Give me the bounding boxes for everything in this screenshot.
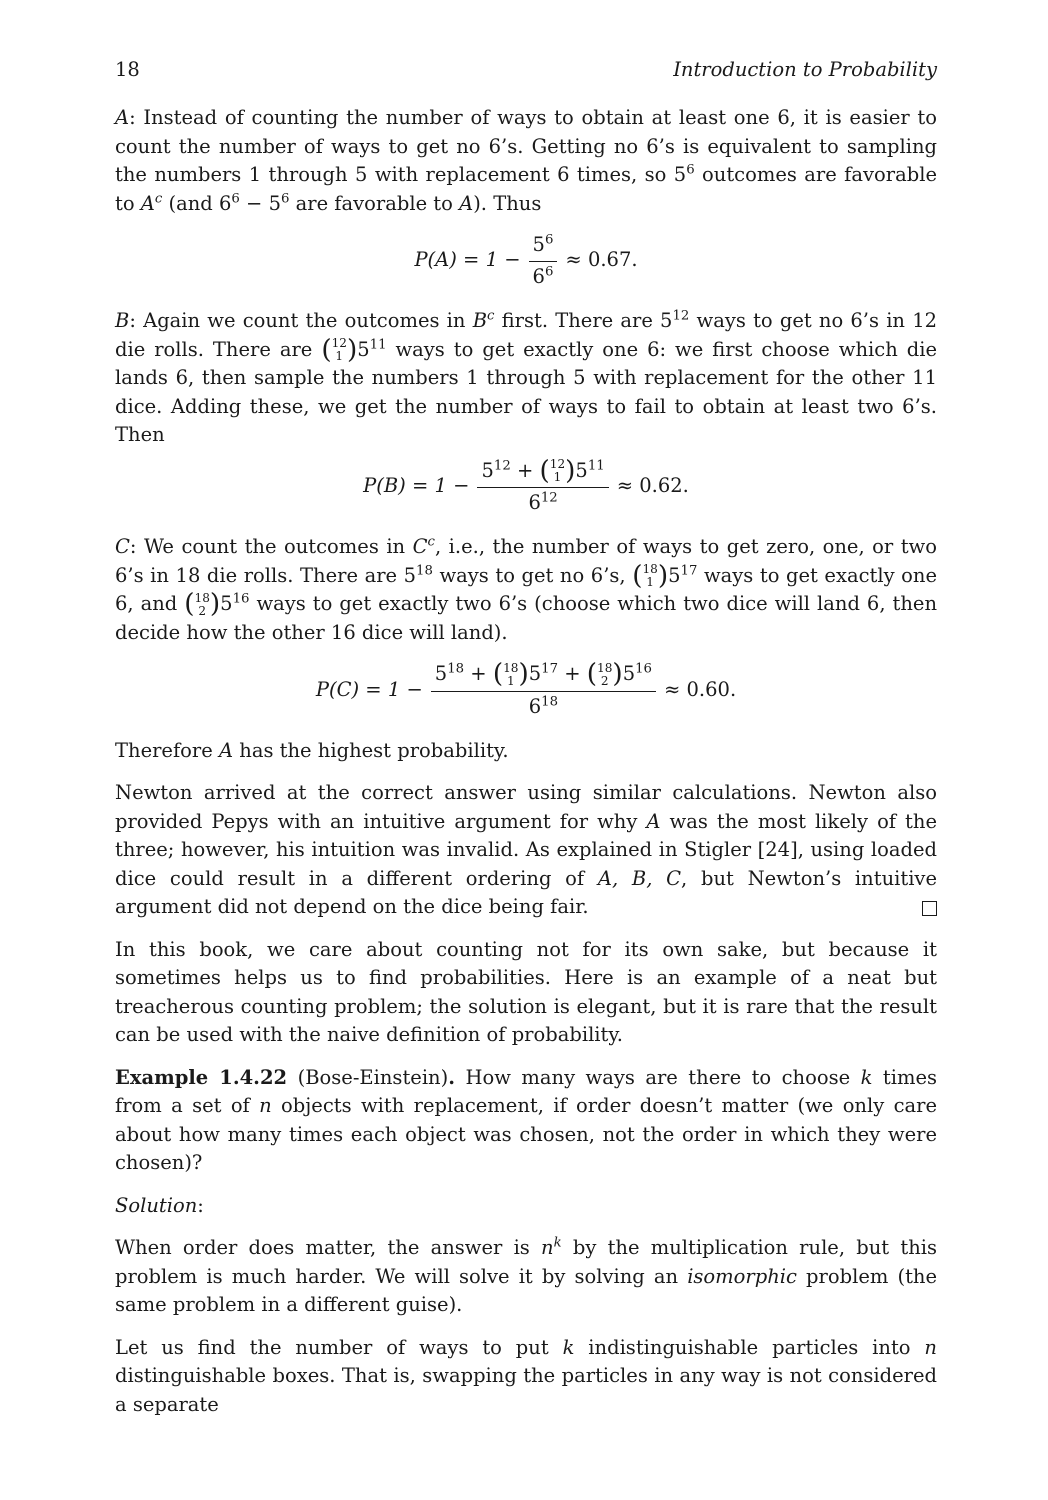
- binomial-coefficient: ( 18 1 ): [632, 560, 669, 591]
- conclusion-paragraph: Therefore A has the highest probability.: [115, 738, 509, 762]
- binomial-coefficient: ( 18 2 ): [184, 589, 221, 620]
- fraction: $5^{12}$ + ( 12 1 ) $5^{11}$ $6^{12}$: [477, 458, 608, 516]
- particles-paragraph: Let us find the number of ways to put k indistinguishable particles into n distinguishable boxes. That is, swapping the particles in any way is not considered a separate: [115, 1335, 937, 1416]
- part-b-paragraph: B: Again we count the outcomes in $B^c$ first. There are $5^{12}$ ways to get no 6’s in 12 die rolls. There are ( 12 1 ) $5^{11}$ ways to get exactly one 6: we first choose which die lands 6, then sample the numbers 1 through 5 with replacement for the other 11 dice. Adding these, we get the number of ways to fail to obtain at least two 6’s. Then: [115, 308, 938, 446]
- solution-label: Solution:: [115, 1193, 204, 1217]
- part-a-paragraph: A: Instead of counting the number of ways to obtain at least one 6, it is easier to count the number of ways to get no 6’s. Getting no 6’s is equivalent to sampling the numbers 1 through 5 with replacement 6 times, so $5^6$ outcomes are favorable to $A^c$ (and $6^6 - 5^6$ are favorable to A). Thus: [115, 106, 937, 215]
- order-paragraph: When order does matter, the answer is $n^k$ by the multiplication rule, but this problem is much harder. We will solve it by solving an isomorphic problem (the same problem in a different guise).: [115, 1236, 937, 1317]
- equation-p-a: P(A) = 1 − $\frac{5^6}{6^6}$ ≈ 0.67.: [414, 232, 638, 288]
- counting-paragraph: In this book, we care about counting not for its own sake, but because it sometimes helps us to find probabilities. Here is an example of a neat but treacherous counting problem; the solution is elegant, but it is rare that the result can be used with the naive definition of probability.: [115, 937, 937, 1047]
- page-number: 18: [115, 58, 140, 81]
- textbook-page: [115, 56, 937, 1433]
- qed-square-icon: [922, 901, 937, 916]
- running-title: Introduction to Probability: [673, 58, 937, 81]
- equation-p-c: P(C) = 1 − $5^{18}$ + ( 18 1 ) $5^{17}$ + ( 18 2 ) $5^{16}$ $6^{18}$ ≈ 0.60.: [315, 659, 737, 718]
- binomial-coefficient: ( 12 1 ): [321, 334, 358, 365]
- page-header: [115, 56, 937, 84]
- part-c-paragraph: C: We count the outcomes in $C^c$, i.e., the number of ways to get zero, one, or two 6’s in 18 die rolls. There are $5^{18}$ ways to get no 6’s, ( 18 1 ) $5^{17}$ ways to get exactly one 6, and ( 18 2 ) $5^{16}$ ways to get exactly two 6’s (choose which two dice will land 6, then decide how the other 16 dice will land).: [115, 534, 937, 644]
- newton-paragraph: Newton arrived at the correct answer using similar calculations. Newton also provided Pepys with an intuitive argument for why A was the most likely of the three; however, his intuition was invalid. As explained in Stigler [24], using loaded dice could result in a different ordering of A, B, C, but Newton’s intuitive argument did not depend on the dice being fair.: [115, 781, 937, 919]
- fraction: $\frac{5^6}{6^6}$: [529, 232, 558, 289]
- fraction: $5^{18}$ + ( 18 1 ) $5^{17}$ + ( 18 2 ) $5^{16}$ $6^{18}$: [431, 661, 656, 719]
- example-paragraph: Example 1.4.22 (Bose-Einstein). How many ways are there to choose k times from a set of n objects with replacement, if order doesn’t matter (we only care about how many times each object was chosen, not the order in which they were chosen)?: [115, 1065, 937, 1175]
- equation-p-b: P(B) = 1 − $5^{12}$ + ( 12 1 ) $5^{11}$ $6^{12}$ ≈ 0.62.: [363, 455, 689, 515]
- example-label: Example 1.4.22: [115, 1065, 288, 1089]
